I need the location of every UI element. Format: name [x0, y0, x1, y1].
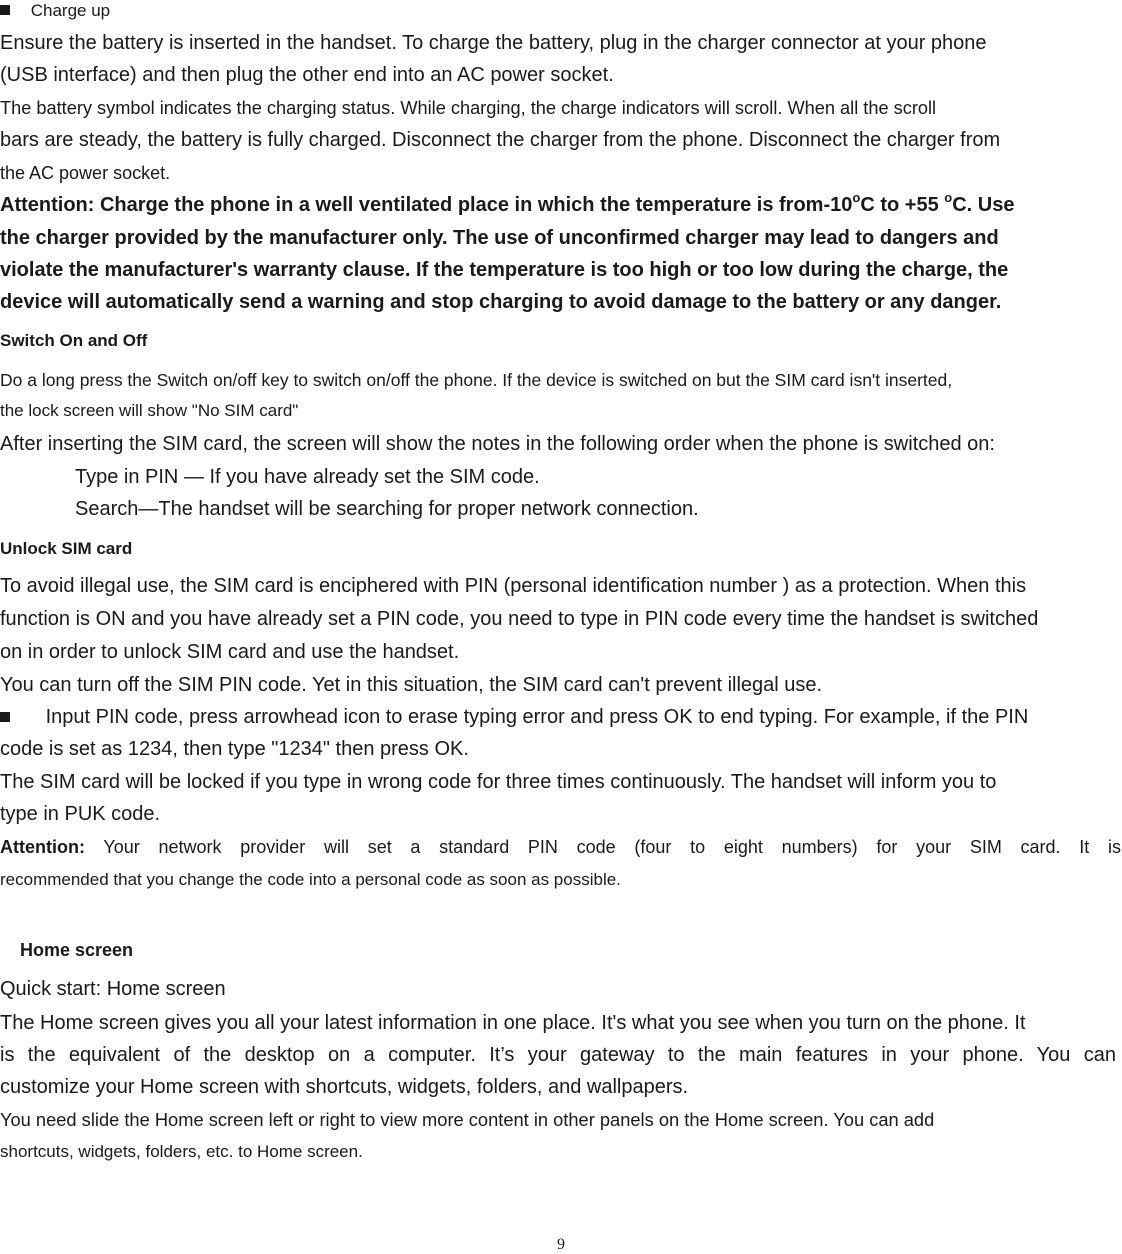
unlock-bullet-item	[0, 705, 1028, 729]
paragraph-line: bars are steady, the battery is fully charged. Disconnect the charger from the phone. Disconnect the charger from	[0, 129, 1001, 151]
degree-sup: o	[944, 190, 953, 205]
home-heading: Home screen	[20, 940, 134, 960]
attention-line: the charger provided by the manufacturer only. The use of unconfirmed charger may lead to dangers and	[0, 227, 999, 249]
paragraph-line: The battery symbol indicates the charging status. While charging, the charge indicators will scroll. When all the scroll	[0, 98, 937, 118]
attention-line: violate the manufacturer's warranty clause. If the temperature is too high or too low during the charge, the	[0, 259, 1009, 281]
unlock-heading: Unlock SIM card	[0, 539, 133, 558]
paragraph-line: customize your Home screen with shortcuts, widgets, folders, and wallpapers.	[0, 1076, 689, 1098]
attention-text: Your network provider will set a standard PIN code (four to eight numbers) for your SIM card. It is	[103, 837, 1121, 857]
switch-step: Search—The handset will be searching for proper network connection.	[75, 498, 699, 520]
bullet-square-icon	[0, 5, 10, 15]
degree-sup: o	[852, 190, 861, 205]
paragraph-line: the lock screen will show "No SIM card"	[0, 401, 299, 420]
attention-text: Attention: Charge the phone in a well ventilated place in which the temperature is from-10	[0, 194, 853, 216]
attention-text: C. Use	[952, 194, 1015, 216]
charge-attention-line	[0, 190, 1015, 217]
paragraph-line: is the equivalent of the desktop on a computer. It’s your gateway to the main features in your phone. You can	[0, 1044, 1116, 1066]
switch-step: Type in PIN — If you have already set the SIM code.	[75, 466, 540, 488]
paragraph-line: code is set as 1234, then type "1234" then press OK.	[0, 738, 469, 760]
paragraph-line: To avoid illegal use, the SIM card is enciphered with PIN (personal identification number ) as a protection. When this	[0, 575, 1027, 597]
paragraph-line: (USB interface) and then plug the other end into an AC power socket.	[0, 64, 614, 86]
page-number: 9	[557, 1236, 565, 1253]
unlock-attention-line	[0, 835, 1121, 859]
home-subtitle: Quick start: Home screen	[0, 978, 226, 1000]
charge-up-title: Charge up	[30, 1, 111, 20]
paragraph-line: The SIM card will be locked if you type in wrong code for three times continuously. The handset will inform you to	[0, 771, 997, 793]
paragraph-line: recommended that you change the code into a personal code as soon as possible.	[0, 870, 621, 889]
switch-heading: Switch On and Off	[0, 331, 148, 350]
paragraph-line: Do a long press the Switch on/off key to switch on/off the phone. If the device is switched on but the SIM card isn't inserted,	[0, 370, 953, 390]
paragraph-line: on in order to unlock SIM card and use the handset.	[0, 641, 460, 663]
paragraph-line: shortcuts, widgets, folders, etc. to Home screen.	[0, 1142, 363, 1161]
bullet-text: Input PIN code, press arrowhead icon to erase typing error and press OK to end typing. For example, if the PIN	[45, 706, 1029, 728]
bullet-square-icon	[0, 712, 10, 722]
attention-line: device will automatically send a warning and stop charging to avoid damage to the battery or any danger.	[0, 291, 1002, 313]
attention-label: Attention:	[0, 837, 85, 857]
paragraph-line: After inserting the SIM card, the screen will show the notes in the following order when the phone is switched on:	[0, 433, 995, 455]
charge-up-heading	[0, 0, 110, 23]
paragraph-line: the AC power socket.	[0, 163, 171, 183]
paragraph-line: Ensure the battery is inserted in the handset. To charge the battery, plug in the charger connector at your phone	[0, 32, 987, 54]
paragraph-line: type in PUK code.	[0, 803, 161, 825]
paragraph-line: function is ON and you have already set a PIN code, you need to type in PIN code every time the handset is switched	[0, 608, 1039, 630]
paragraph-line: You need slide the Home screen left or right to view more content in other panels on the Home screen. You can add	[0, 1109, 935, 1130]
paragraph-line: You can turn off the SIM PIN code. Yet in this situation, the SIM card can't prevent illegal use.	[0, 674, 823, 696]
attention-text: C to +55	[860, 194, 945, 216]
paragraph-line: The Home screen gives you all your latest information in one place. It's what you see when you turn on the phone. It	[0, 1012, 1026, 1034]
